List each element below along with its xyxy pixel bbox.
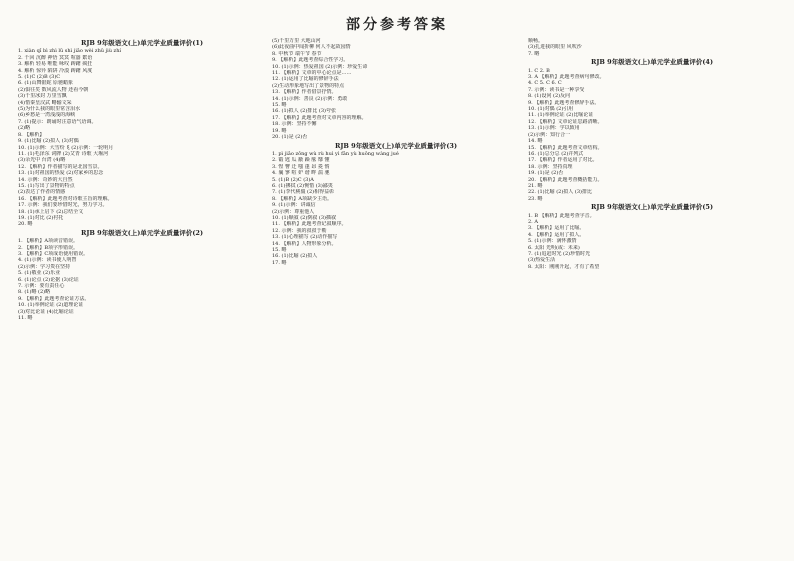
- answer-line: 17. 示例：我们要珍惜时光，努力学习。: [18, 202, 108, 209]
- answer-line: 9. 【解析】此题考查论证方法。: [18, 295, 90, 302]
- answer-line: (3)热爱生活: [528, 257, 556, 264]
- answer-line: 8. (1)设问 (2)反问: [528, 93, 571, 100]
- answer-line: 2. 千回 沉醉 神悟 冥冥 喧嚣 絮语: [18, 54, 93, 61]
- answer-line: 6. (1)山舞银蛇 原驰蜡象: [18, 80, 74, 87]
- answer-line: 23. 略: [528, 195, 543, 202]
- answer-line: 11. (1)举例论证 (2)比喻论证: [528, 112, 594, 119]
- answer-line: 1. C 2. B: [528, 67, 550, 74]
- answer-line: 10. (1)顺叙 (2)倒叙 (3)插叙: [272, 214, 336, 221]
- answer-line: (4)惜秦皇汉武 略输文采: [18, 99, 72, 106]
- answer-line: 6. 太阳 光明(或：未来): [528, 244, 580, 251]
- answer-line: 19. (1)是 (2)否: [528, 170, 564, 177]
- section-heading: RJB 9年级语文(上)单元学业质量评价(1): [80, 39, 204, 47]
- answer-line: 10. (1)对偶 (2)引用: [528, 106, 574, 113]
- answer-line: 18. 示例：坚持不懈: [272, 121, 317, 128]
- answer-line: 4. 曩 寥 喧 妒 谐 畔 湍 驰: [272, 170, 330, 177]
- answer-line: 11. 【解析】文章的中心论点是……: [272, 70, 352, 77]
- answer-line: (5)千里万里 大地山河: [272, 38, 321, 44]
- answer-line: 15. (1)写出了景物的特点: [18, 182, 75, 189]
- answer-line: 2. 锻 匙 瓜 蔽 躁 舷 靡 懂: [272, 157, 330, 164]
- answer-line: 3. 惶 瞥 迁 嗤 蓬 昂 菱 惰: [272, 163, 330, 170]
- column-3: [528, 38, 776, 270]
- answer-line: 4. (1)示例：读书使人明智: [18, 257, 77, 264]
- answer-line: (3)对比论证 (4)比喻论证: [18, 308, 74, 315]
- answer-line: 11. 【解析】此题考查记叙顺序。: [272, 221, 347, 228]
- answer-line: 1. xiàn qǐ bì zhì lǜ shì jiǎo wèi zhǔ jiù zhí: [18, 48, 122, 55]
- section-heading: RJB 9年级语文(上)单元学业质量评价(5): [590, 203, 714, 212]
- answer-line: 9. (1)比喻 (2)拟人 (3)对偶: [18, 138, 79, 145]
- answer-line: 14. 略: [528, 138, 543, 145]
- answer-line: 12. 【解析】文章论证思路清晰。: [528, 118, 603, 125]
- answer-line: 4. 【解析】运用了拟人。: [528, 231, 585, 238]
- answer-line: 10. (1)示例：热爱祖国 (2)示例：珍爱生命: [272, 63, 368, 70]
- answer-line: 7. 示例：读书是一种享受: [528, 86, 585, 93]
- answer-line: 8. 【解析】A项缺少主语。: [272, 195, 332, 202]
- answer-line: 4. C 5. C 6. C: [528, 80, 562, 87]
- answer-line: 5. (1)示例：满怀激情: [528, 238, 577, 245]
- answer-line: 13. 【解析】作者借景抒情。: [272, 89, 337, 96]
- answer-line: 13. (1)对祖国的热爱 (2)对家乡的思念: [18, 170, 104, 177]
- answer-line: (3)余光中 台湾 (4)略: [18, 157, 66, 164]
- answer-line: 7. 略: [528, 50, 540, 57]
- answer-line: 8. 【解析】: [18, 131, 45, 138]
- answer-line: 8. 太阳：刚刚升起，才有了希望: [528, 263, 600, 270]
- answer-line: 3. 【解析】运用了比喻。: [528, 225, 585, 232]
- page-title: 部分参考答案: [346, 17, 448, 33]
- answer-line: 7. (1)提示：朗诵时注意语气语调。: [18, 118, 97, 125]
- answer-line: 20. 略: [18, 221, 33, 228]
- answer-line: (2)生动形象地写出了景物的特点: [272, 82, 345, 89]
- answer-line: 14. (1)示例：善良 (2)示例：勇敢: [272, 95, 348, 102]
- answer-line: 顺畅。: [528, 38, 544, 44]
- answer-line: 17. 【解析】此题考查对文章内容的理解。: [272, 114, 367, 121]
- column-1: [18, 38, 266, 321]
- answer-line: 8. (1)略 (2)略: [18, 289, 51, 296]
- section-heading: RJB 9年级语文(上)单元学业质量评价(4): [590, 58, 714, 67]
- answer-line: 1. 【解析】A项读音错误。: [18, 238, 78, 245]
- answer-line: 16. 【解析】此题考查对诗歌主旨的理解。: [18, 195, 113, 202]
- answer-line: (5)为什么我的眼里常含泪水: [18, 106, 81, 113]
- answer-line: 12. (1)运用了比喻的修辞手法: [272, 76, 339, 83]
- answer-line: 3. 【解析】C项成语使用错误。: [18, 251, 89, 257]
- answer-line: 3. 解析 轻易 唯能 咏叹 踌躇 疯狂: [18, 61, 93, 68]
- answer-line: 5. (1)C (2)B (3)C: [18, 74, 61, 81]
- answer-line: 17. 【解析】作者运用了对比。: [528, 157, 598, 164]
- answer-line: 1. pì jiǎo zǒng wù rù huì yì fǎn yù huǒng wàng jué: [272, 150, 399, 157]
- answer-line: 1. B 【解析】此题考查字音。: [528, 212, 595, 219]
- answer-line: 14. 【解析】人物形象分析。: [272, 240, 337, 247]
- answer-line: 13. (1)心理描写 (2)动作描写: [272, 234, 338, 241]
- answer-line: 16. (1)总分总 (2)并列式: [528, 150, 584, 157]
- answer-line: 19. (1)对比 (2)衬托: [18, 214, 64, 221]
- answer-line: 18. 示例：坚持真理: [528, 163, 573, 170]
- answer-line: 5. (1)敬业 (2)乐业: [18, 270, 61, 277]
- answer-line: 11. (1)毛泽东 词牌 (2)艾青 诗歌 大堰河: [18, 150, 109, 157]
- answer-line: 6. (1)论点 (2)论据 (3)论证: [18, 276, 79, 283]
- answer-line: 3. A 【解析】此题考查病句修改。: [528, 74, 605, 81]
- answer-line: 12. 示例：我的叔叔于勒: [272, 227, 327, 234]
- answer-line: 15. 【解析】此题考查文章结构。: [528, 144, 603, 151]
- answer-line: (2)示例：学习贵在坚持: [18, 263, 71, 270]
- answer-line: 9. (1)示例：讲诚信: [272, 202, 316, 209]
- answer-line: 17. 略: [272, 259, 287, 266]
- answer-line: 5. (1)B (2)C (3)A: [272, 176, 314, 183]
- section-heading: RJB 9年级语文(上)单元学业质量评价(2): [80, 228, 204, 237]
- answer-line: 14. 示例：奇妙的大自然: [18, 176, 73, 183]
- answer-line: 19. 略: [272, 127, 287, 134]
- answer-line: 16. (1)比喻 (2)拟人: [272, 253, 318, 260]
- answer-line: 20. 【解析】此题考查概括能力。: [528, 176, 603, 183]
- answer-line: (2)俱往矣 数风流人物 还看今朝: [18, 86, 89, 93]
- answer-line: (2)示例：知行合一: [528, 131, 571, 138]
- answer-line: 4. 解析 惊异 陷阱 冷漠 踌躇 风度: [18, 67, 93, 74]
- answer-line: (2)示例：尊重他人: [272, 208, 315, 215]
- answer-line: 20. (1)是 (2)否: [272, 134, 308, 141]
- answer-line: 10. (1)举例论证 (2)道理论证: [18, 302, 84, 309]
- answer-line: 9. 【解析】此题考查修辞手法。: [528, 99, 600, 106]
- answer-line: 22. (1)比喻 (2)拟人 (3)排比: [528, 189, 592, 196]
- answer-line: (2)略: [18, 125, 31, 132]
- answer-line: 15. 略: [272, 247, 287, 253]
- answer-line: 6. (1)拂拭 (2)惋惜 (3)鄙夷: [272, 182, 333, 189]
- answer-line: (3)千里冰封 万里雪飘: [18, 93, 67, 100]
- answer-line: 2. 【解析】B项字形错误。: [18, 244, 79, 251]
- answer-line: 8. 中秋节 端午节 春节: [272, 50, 322, 57]
- answer-line: 18. (1)承上启下 (2)总结全文: [18, 208, 84, 215]
- section-heading: RJB 9年级语文(上)单元学业质量评价(3): [334, 141, 458, 150]
- answer-line: 21. 略: [528, 182, 543, 189]
- answer-line: 12. 【解析】作者描写的是北国雪景。: [18, 163, 103, 170]
- answer-line: 10. (1)示例：大雪纷飞 (2)示例：一轮明月: [18, 144, 114, 151]
- answer-line: 13. (1)示例：学以致用: [528, 125, 580, 132]
- answer-line: 15. 略: [272, 102, 287, 109]
- answer-line: 7. (1)追赶时光 (2)珍惜时光: [528, 251, 591, 257]
- answer-line: 7. 示例：要有责任心: [18, 283, 65, 290]
- column-2: [272, 38, 520, 266]
- answer-line: 7. (1)李代桃僵 (2)相得益彰: [272, 189, 335, 196]
- answer-line: 11. 略: [18, 315, 33, 322]
- answer-line: (2)表达了作者的情感: [18, 189, 66, 196]
- answer-line: (3)扎进我的眼里 风吹沙: [528, 44, 582, 51]
- answer-line: (6)乡愁是一湾浅浅的海峡: [18, 112, 76, 119]
- answer-line: 16. (1)拟人 (2)排比 (3)夸张: [272, 108, 336, 115]
- answer-line: 9. 【解析】此题考查综合性学习。: [272, 57, 349, 64]
- answer-line: 2. A: [528, 218, 538, 225]
- answer-line: (6)此夜曲中闻折柳 何人不起故园情: [272, 44, 351, 51]
